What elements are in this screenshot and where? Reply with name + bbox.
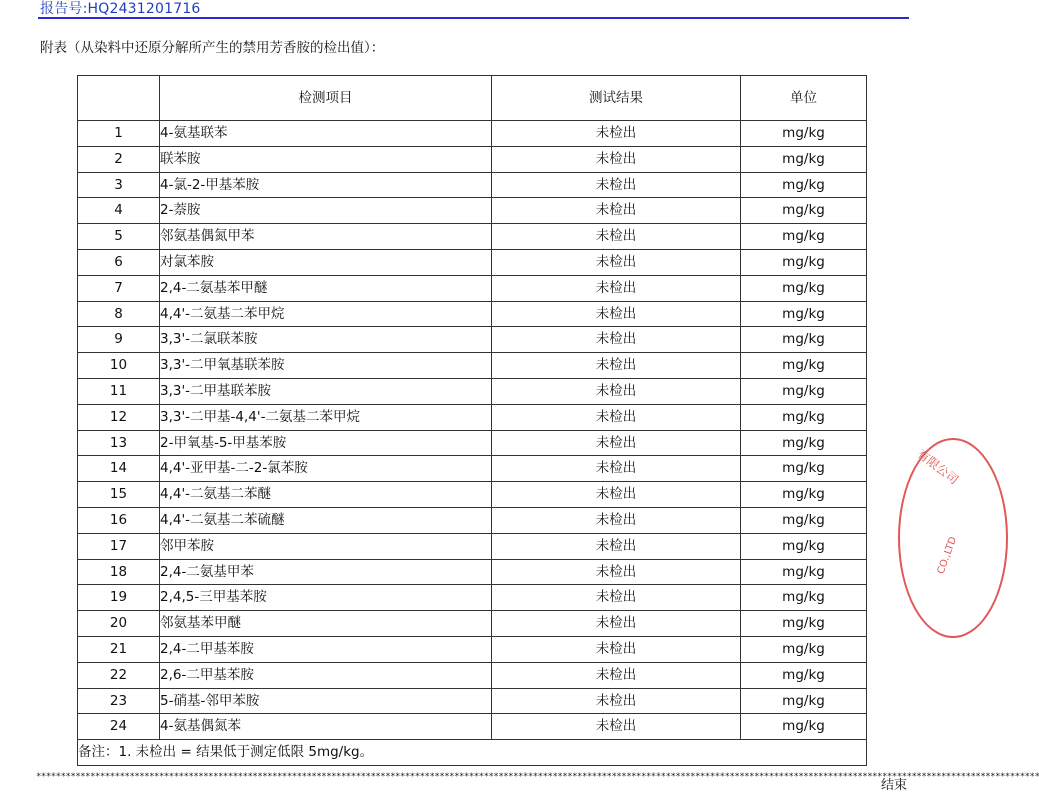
table-body: [78, 121, 867, 740]
row-unit: mg/kg: [741, 430, 867, 456]
row-index: 12: [78, 404, 160, 430]
seal-text-en: CO.,LTD: [935, 535, 960, 576]
row-item: 4-氨基偶氮苯: [160, 714, 492, 740]
table-row: [78, 121, 867, 147]
row-unit: mg/kg: [741, 507, 867, 533]
row-index: 7: [78, 275, 160, 301]
row-result: 未检出: [492, 275, 741, 301]
table-row: [78, 275, 867, 301]
row-unit: mg/kg: [741, 224, 867, 250]
row-unit: mg/kg: [741, 198, 867, 224]
row-index: 20: [78, 611, 160, 637]
row-unit: mg/kg: [741, 121, 867, 147]
row-index: 11: [78, 378, 160, 404]
row-result: 未检出: [492, 172, 741, 198]
company-seal-stamp: [898, 438, 1008, 638]
row-item: 2,4-二氨基苯甲醚: [160, 275, 492, 301]
row-unit: mg/kg: [741, 301, 867, 327]
note-row: [78, 740, 867, 766]
row-index: 22: [78, 662, 160, 688]
row-item: 4,4'-亚甲基-二-2-氯苯胺: [160, 456, 492, 482]
row-unit: mg/kg: [741, 533, 867, 559]
seal-text-cn: 有限公司: [914, 446, 961, 488]
row-result: 未检出: [492, 662, 741, 688]
row-item: 联苯胺: [160, 146, 492, 172]
row-item: 3,3'-二甲基联苯胺: [160, 378, 492, 404]
end-label: 结束: [881, 778, 908, 793]
row-result: 未检出: [492, 249, 741, 275]
row-unit: mg/kg: [741, 662, 867, 688]
row-unit: mg/kg: [741, 404, 867, 430]
table-row: [78, 714, 867, 740]
row-result: 未检出: [492, 611, 741, 637]
row-index: 23: [78, 688, 160, 714]
row-unit: mg/kg: [741, 585, 867, 611]
row-result: 未检出: [492, 456, 741, 482]
row-item: 3,3'-二甲基-4,4'-二氨基二苯甲烷: [160, 404, 492, 430]
row-result: 未检出: [492, 146, 741, 172]
table-row: [78, 224, 867, 250]
row-index: 6: [78, 249, 160, 275]
row-item: 2,4,5-三甲基苯胺: [160, 585, 492, 611]
row-index: 13: [78, 430, 160, 456]
row-result: 未检出: [492, 636, 741, 662]
row-result: 未检出: [492, 301, 741, 327]
row-result: 未检出: [492, 533, 741, 559]
row-unit: mg/kg: [741, 688, 867, 714]
table-row: [78, 327, 867, 353]
row-result: 未检出: [492, 378, 741, 404]
row-index: 15: [78, 482, 160, 508]
table-row: [78, 172, 867, 198]
row-unit: mg/kg: [741, 353, 867, 379]
header-unit: 单位: [741, 76, 867, 121]
row-result: 未检出: [492, 507, 741, 533]
table-row: [78, 456, 867, 482]
report-number: 报告号:HQ2431201716: [40, 1, 201, 17]
row-result: 未检出: [492, 404, 741, 430]
row-result: 未检出: [492, 482, 741, 508]
row-item: 2,6-二甲基苯胺: [160, 662, 492, 688]
row-result: 未检出: [492, 714, 741, 740]
table-row: [78, 430, 867, 456]
table-row: [78, 249, 867, 275]
results-table: [77, 75, 867, 766]
row-unit: mg/kg: [741, 611, 867, 637]
table-row: [78, 378, 867, 404]
row-item: 4,4'-二氨基二苯甲烷: [160, 301, 492, 327]
row-index: 24: [78, 714, 160, 740]
row-index: 5: [78, 224, 160, 250]
row-index: 16: [78, 507, 160, 533]
appendix-title: 附表（从染料中还原分解所产生的禁用芳香胺的检出值）：: [40, 40, 385, 56]
table-row: [78, 533, 867, 559]
end-asterisk-line: ************************************************************************************************************************************************************************************************************: [36, 772, 1039, 782]
row-index: 21: [78, 636, 160, 662]
row-item: 2,4-二甲基苯胺: [160, 636, 492, 662]
row-unit: mg/kg: [741, 172, 867, 198]
table-note: 备注：1. 未检出 = 结果低于测定低限 5mg/kg。: [78, 740, 867, 766]
row-item: 3,3'-二甲氧基联苯胺: [160, 353, 492, 379]
row-item: 4,4'-二氨基二苯醚: [160, 482, 492, 508]
table-row: [78, 482, 867, 508]
row-item: 邻氨基苯甲醚: [160, 611, 492, 637]
table-row: [78, 662, 867, 688]
row-unit: mg/kg: [741, 714, 867, 740]
row-index: 18: [78, 559, 160, 585]
table-row: [78, 198, 867, 224]
table-row: [78, 146, 867, 172]
row-index: 14: [78, 456, 160, 482]
row-item: 3,3'-二氯联苯胺: [160, 327, 492, 353]
row-result: 未检出: [492, 353, 741, 379]
row-item: 4-氯-2-甲基苯胺: [160, 172, 492, 198]
row-unit: mg/kg: [741, 275, 867, 301]
header-item: 检测项目: [160, 76, 492, 121]
table-row: [78, 585, 867, 611]
table-row: [78, 507, 867, 533]
row-item: 2-萘胺: [160, 198, 492, 224]
table-row: [78, 353, 867, 379]
header-result: 测试结果: [492, 76, 741, 121]
row-index: 3: [78, 172, 160, 198]
row-result: 未检出: [492, 327, 741, 353]
row-result: 未检出: [492, 224, 741, 250]
row-unit: mg/kg: [741, 636, 867, 662]
row-result: 未检出: [492, 121, 741, 147]
row-index: 8: [78, 301, 160, 327]
table-row: [78, 688, 867, 714]
row-index: 4: [78, 198, 160, 224]
table-row: [78, 404, 867, 430]
header-divider: [38, 17, 909, 19]
row-item: 4,4'-二氨基二苯硫醚: [160, 507, 492, 533]
row-unit: mg/kg: [741, 146, 867, 172]
row-item: 邻甲苯胺: [160, 533, 492, 559]
row-unit: mg/kg: [741, 456, 867, 482]
row-index: 9: [78, 327, 160, 353]
table-row: [78, 611, 867, 637]
row-result: 未检出: [492, 430, 741, 456]
row-result: 未检出: [492, 198, 741, 224]
row-item: 2-甲氧基-5-甲基苯胺: [160, 430, 492, 456]
row-item: 4-氨基联苯: [160, 121, 492, 147]
header-index: [78, 76, 160, 121]
table-row: [78, 636, 867, 662]
row-item: 对氯苯胺: [160, 249, 492, 275]
row-result: 未检出: [492, 585, 741, 611]
table-row: [78, 301, 867, 327]
row-index: 17: [78, 533, 160, 559]
row-unit: mg/kg: [741, 249, 867, 275]
row-item: 2,4-二氨基甲苯: [160, 559, 492, 585]
row-index: 19: [78, 585, 160, 611]
row-result: 未检出: [492, 559, 741, 585]
row-index: 2: [78, 146, 160, 172]
row-result: 未检出: [492, 688, 741, 714]
table-header-row: [78, 76, 867, 121]
row-item: 5-硝基-邻甲苯胺: [160, 688, 492, 714]
row-unit: mg/kg: [741, 559, 867, 585]
row-item: 邻氨基偶氮甲苯: [160, 224, 492, 250]
table-row: [78, 559, 867, 585]
row-unit: mg/kg: [741, 378, 867, 404]
row-unit: mg/kg: [741, 327, 867, 353]
row-index: 10: [78, 353, 160, 379]
row-index: 1: [78, 121, 160, 147]
row-unit: mg/kg: [741, 482, 867, 508]
